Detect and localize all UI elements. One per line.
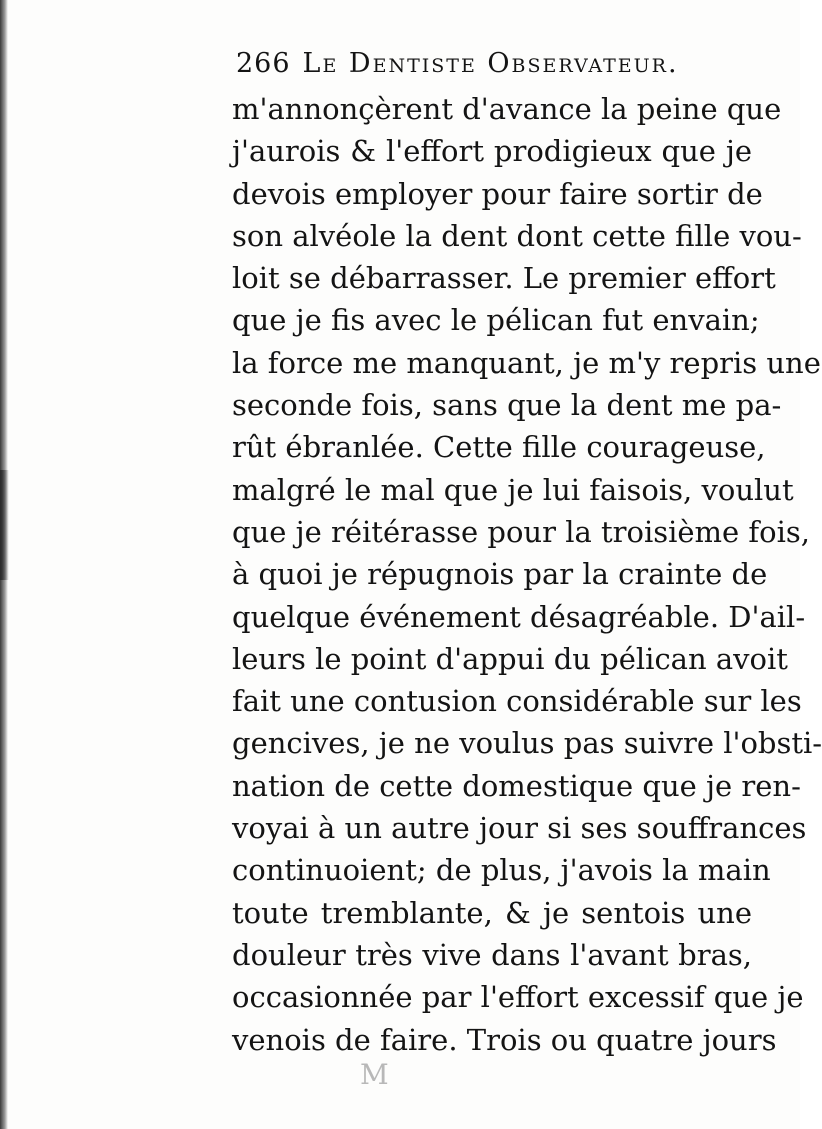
text-line: devois employer pour faire sortir de [232,176,763,211]
text-line: voyai à un autre jour si ses souffrances [232,811,807,846]
running-title: Le Dentiste Observateur. [302,48,679,79]
text-line: que je réitérasse pour la troisième fois, [232,514,810,549]
text-line: malgré le mal que je lui faisois, voulut [232,472,794,507]
text-line: la force me manquant, je m'y repris une [232,345,821,380]
text-line: douleur très vive dans l'avant bras, [232,937,752,972]
text-line: loit se débarrasser. Le premier effort [232,261,776,296]
text-line: leurs le point d'appui du pélican avoit [232,641,788,676]
text-line: seconde fois, sans que la dent me pa- [232,388,782,423]
text-line: occasionnée par l'effort excessif que je [232,980,804,1015]
text-line: que je fis avec le pélican fut envain; [232,303,760,338]
text-line: quelque événement désagréable. D'ail- [232,599,806,634]
text-line: j'aurois & l'effort prodigieux que je [232,134,752,169]
signature-mark: M [360,1058,390,1091]
text-line: venois de faire. Trois ou quatre jours [232,1022,777,1057]
text-line: gencives, je ne voulus pas suivre l'obsti- [232,726,822,761]
scan-binding-mark [0,470,9,580]
text-line: son alvéole la dent dont cette fille vou- [232,218,802,253]
text-line: m'annonçèrent d'avance la peine que [232,92,782,126]
text-line: rût ébranlée. Cette fille courageuse, [232,430,766,465]
page-number: 266 [236,48,291,79]
text-line: à quoi je répugnois par la crainte de [232,557,768,592]
text-line: fait une contusion considérable sur les [232,684,802,719]
text-line: toute tremblante, & je sentois une [232,895,752,930]
page-header [236,40,756,88]
text-line: nation de cette domestique que je ren- [232,768,801,803]
text-line: continuoient; de plus, j'avois la main [232,853,771,888]
body-text [232,88,822,1061]
